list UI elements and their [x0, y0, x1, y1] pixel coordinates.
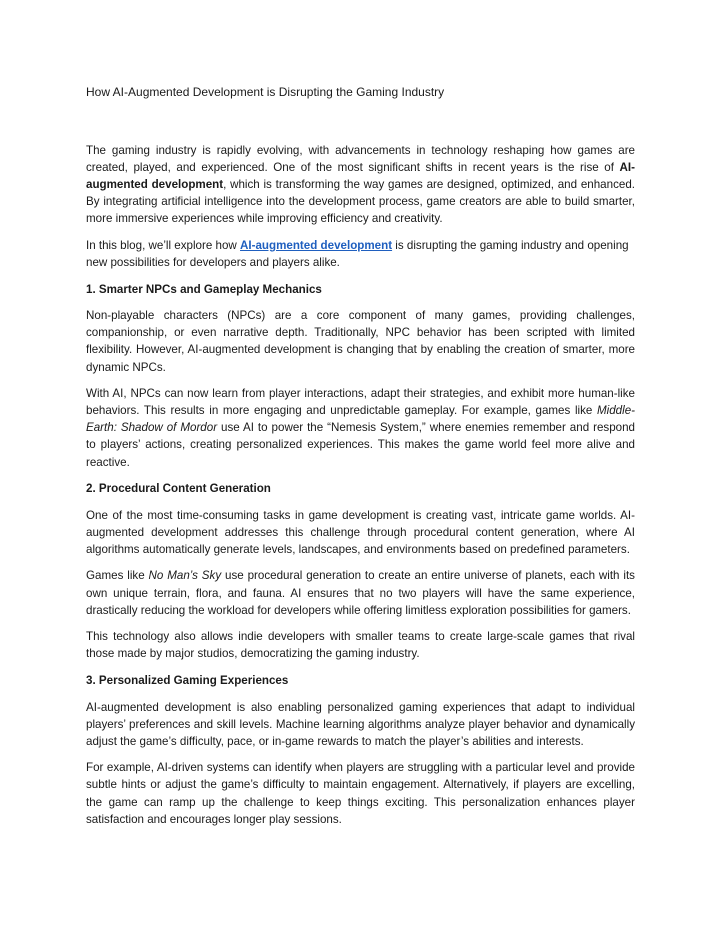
procedural-paragraph-3: This technology also allows indie developers with smaller teams to create large-scale games that rival those made by major studios, democratizing the gaming industry.	[86, 630, 635, 661]
procedural-paragraph-2	[86, 567, 635, 618]
intro-text-end: , which is transforming the way games are designed, optimized, and enhanced. By integrating artificial intelligence into the development process, game creators are able to build smarter, more immersive experiences while improving efficiency and creativity.	[86, 178, 635, 226]
intro-bold-term: AI-augmented development	[86, 161, 635, 192]
procedural-paragraph-1: One of the most time-consuming tasks in game development is creating vast, intricate game worlds. AI-augmented development addresses this challenge through procedural content generation, where AI algorithms automatically generate levels, landscapes, and environments based on predefined parameters.	[86, 508, 635, 556]
procedural-game-title: No Man’s Sky	[148, 569, 222, 583]
npcs-p2-text-end: use AI to power the “Nemesis System,” where enemies remember and respond to players’ actions, creating personalized experiences. This makes the game world feel more alive and reactive.	[86, 421, 635, 469]
section-heading-npcs: 1. Smarter NPCs and Gameplay Mechanics	[86, 282, 322, 296]
blog-intro-text-start: In this blog, we’ll explore how	[86, 238, 241, 252]
personalized-paragraph-1: AI-augmented development is also enabling personalized gaming experiences that adapt to individual players’ preferences and skill levels. Machine learning algorithms analyze player behavior and dynamically adjust the game’s difficulty, pace, or in-game rewards to match the player’s abilities and interests.	[86, 700, 635, 748]
procedural-p2-text-start: Games like	[86, 569, 149, 583]
intro-paragraph	[86, 142, 635, 227]
intro-text-start: The gaming industry is rapidly evolving, with advancements in technology reshaping how games are created, played, and experienced. One of the most significant shifts in recent years is the rise of	[86, 144, 635, 175]
blog-intro-paragraph	[86, 237, 635, 271]
blog-intro-text-end: is disrupting the gaming industry and opening new possibilities for developers and players alike.	[86, 238, 629, 270]
npcs-game-title: Middle-Earth: Shadow of Mordor	[86, 404, 635, 435]
section-heading-personalized: 3. Personalized Gaming Experiences	[86, 673, 289, 687]
npcs-paragraph-2	[86, 385, 635, 470]
ai-augmented-development-link[interactable]: AI-augmented development	[240, 238, 393, 252]
npcs-p2-text-start: With AI, NPCs can now learn from player interactions, adapt their strategies, and exhibit more human-like behaviors. This results in more engaging and unpredictable gameplay. For example, games like	[86, 387, 635, 418]
npcs-paragraph-1: Non-playable characters (NPCs) are a core component of many games, providing challenges, companionship, or even narrative depth. Traditionally, NPC behavior has been scripted with limited flexibility. However, AI-augmented development is changing that by enabling the creation of smarter, more dynamic NPCs.	[86, 309, 635, 374]
document-page	[86, 84, 635, 837]
document-title: How AI-Augmented Development is Disrupting the Gaming Industry	[86, 85, 445, 99]
section-heading-procedural: 2. Procedural Content Generation	[86, 482, 271, 496]
personalized-paragraph-2: For example, AI-driven systems can identify when players are struggling with a particular level and provide subtle hints or adjust the game’s difficulty to maintain engagement. Alternatively, if players are excelling, the game can ramp up the challenge to keep things exciting. This personalization enhances player satisfaction and encourages longer play sessions.	[86, 761, 635, 826]
procedural-p2-text-end: use procedural generation to create an entire universe of planets, each with its own unique terrain, flora, and fauna. AI ensures that no two players will have the same experience, drastically reducing the workload for developers while offering limitless exploration possibilities for gamers.	[86, 569, 635, 617]
